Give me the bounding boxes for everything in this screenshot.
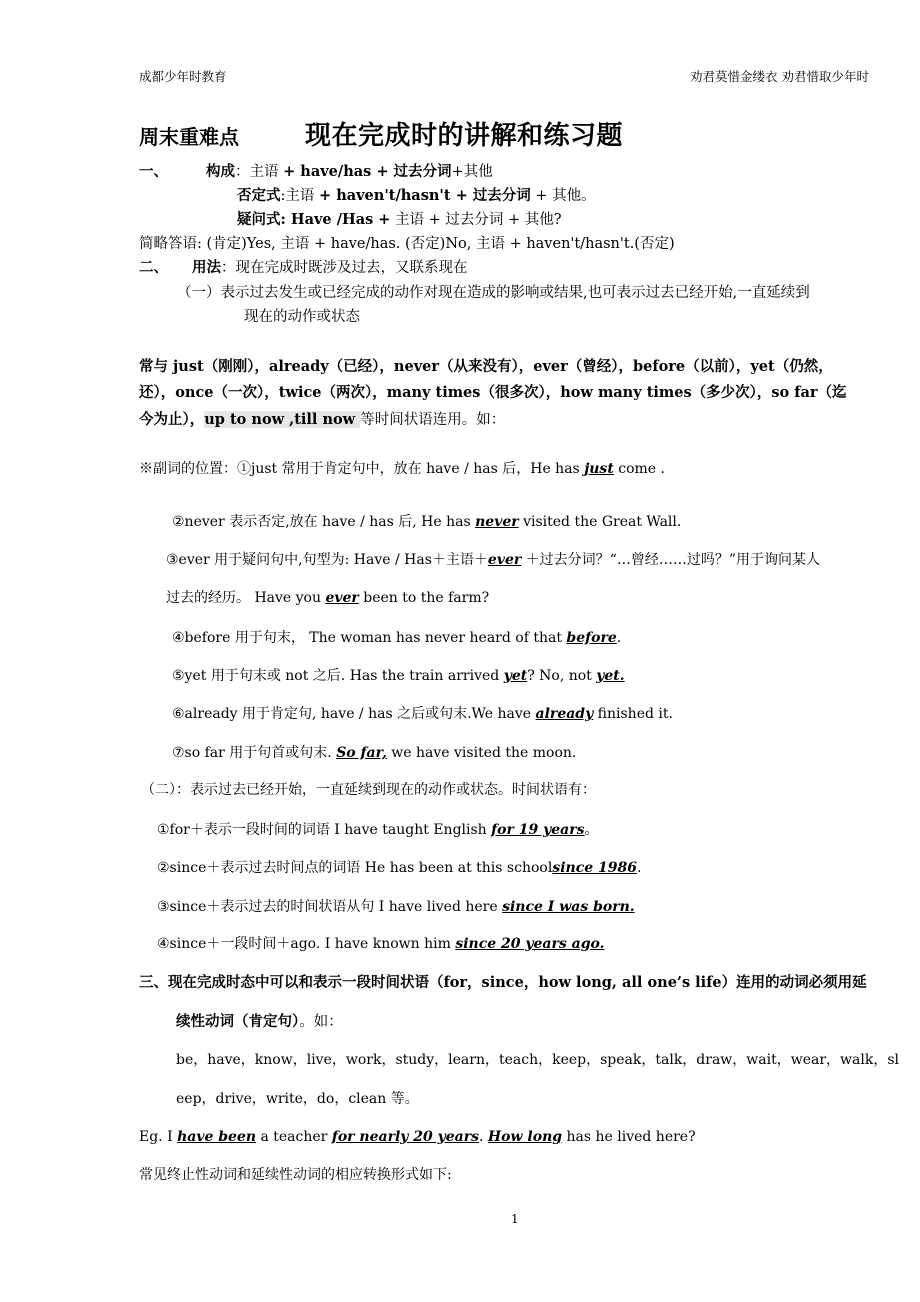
duration-2-text: ②since＋表示过去时间点的词语 He has been at this school bbox=[157, 860, 553, 876]
question-text: 主语 + 过去分词 + 其他? bbox=[390, 212, 562, 228]
keyword-have-been: have been bbox=[177, 1129, 257, 1145]
adverbs-line3-start: 今为止）， bbox=[139, 411, 205, 428]
keyword-since-born: since I was born. bbox=[502, 899, 635, 915]
duration-3 bbox=[157, 897, 635, 917]
example-tail: has he lived here? bbox=[562, 1129, 696, 1145]
position-7-tail: we have visited the moon. bbox=[386, 745, 577, 761]
usage-one-line2: 现在的动作或状态 bbox=[244, 309, 360, 325]
usage-text: ：现在完成时既涉及过去，又联系现在 bbox=[221, 260, 468, 276]
keyword-yet: yet bbox=[503, 668, 528, 684]
position-2-text: ②never 表示否定,放在 have / has 后, He has bbox=[172, 514, 476, 530]
verb-list-line2: eep，drive，write，do，clean 等。 bbox=[176, 1091, 419, 1107]
duration-2 bbox=[157, 858, 641, 878]
position-5-text: ⑤yet 用于句末或 not 之后. Has the train arrived bbox=[172, 668, 504, 684]
position-3-cont-text: 过去的经历。 Have you bbox=[166, 590, 326, 606]
header-right: 劝君莫惜金缕衣 劝君惜取少年时 bbox=[690, 69, 869, 84]
example-mid: a teacher bbox=[256, 1129, 332, 1145]
position-2 bbox=[172, 512, 681, 532]
keyword-never: never bbox=[475, 514, 519, 530]
section-three-line2 bbox=[176, 1012, 343, 1032]
structure-tail: +其他 bbox=[451, 164, 493, 180]
section-number: 一、 bbox=[139, 163, 168, 180]
adverbs-line3 bbox=[139, 410, 505, 430]
duration-heading: （二）：表示过去已经开始，一直延续到现在的动作或状态。时间状语有： bbox=[141, 782, 596, 798]
structure-text: ：主语 bbox=[235, 164, 284, 180]
position-5-mid: ? No, not bbox=[527, 668, 597, 684]
position-4-tail: . bbox=[616, 630, 622, 646]
negative-text: :主语 bbox=[280, 188, 319, 204]
keyword-how-long: How long bbox=[487, 1129, 563, 1145]
question-label: 疑问式: Have /Has + bbox=[237, 211, 391, 228]
position-3-cont-tail: been to the farm? bbox=[358, 590, 490, 606]
section-three-line1: 三、现在完成时态中可以和表示一段时间状语（for，since，how long, all one’s life）连用的动词必须用延 bbox=[139, 974, 867, 991]
conversion-intro: 常见终止性动词和延续性动词的相应转换形式如下: bbox=[139, 1167, 452, 1183]
duration-1-text: ①for＋表示一段时间的词语 I have taught English bbox=[157, 822, 492, 838]
weekly-subtitle: 周末重难点 bbox=[139, 125, 239, 149]
position-1-tail: come . bbox=[613, 461, 665, 477]
duration-2-tail: . bbox=[636, 860, 642, 876]
example-prefix: Eg. I bbox=[139, 1129, 178, 1145]
structure-formula: + have/has + 过去分词 bbox=[283, 163, 452, 180]
keyword-yet-answer: yet. bbox=[596, 668, 625, 684]
keyword-so-far: So far, bbox=[336, 745, 387, 761]
duration-1-tail: 。 bbox=[584, 822, 599, 838]
position-3-cont bbox=[166, 588, 489, 608]
continuous-verbs-tail: 。如： bbox=[299, 1014, 343, 1030]
keyword-for-nearly-20-years: for nearly 20 years bbox=[331, 1129, 480, 1145]
negative-label: 否定式 bbox=[237, 187, 281, 204]
position-2-tail: visited the Great Wall. bbox=[518, 514, 682, 530]
keyword-already: already bbox=[535, 706, 594, 722]
position-5 bbox=[172, 666, 625, 686]
keyword-ever: ever bbox=[487, 552, 522, 568]
position-3 bbox=[166, 550, 820, 570]
structure-line bbox=[139, 162, 493, 182]
question-form-line bbox=[237, 210, 562, 230]
usage-number: 二、 bbox=[139, 259, 168, 276]
usage-label: 用法 bbox=[192, 259, 221, 276]
keyword-before: before bbox=[566, 630, 617, 646]
adverbs-line2: 还），once（一次），twice（两次），many times（很多次），how many times（多少次），so far（迄 bbox=[139, 384, 847, 401]
usage-one-line1: （一）表示过去发生或已经完成的动作对现在造成的影响或结果,也可表示过去已经开始,一直延续到 bbox=[177, 285, 810, 301]
position-4 bbox=[172, 628, 621, 648]
position-4-text: ④before 用于句末， The woman has never heard of that bbox=[172, 630, 567, 646]
duration-4 bbox=[157, 934, 604, 954]
example-line bbox=[139, 1127, 696, 1147]
structure-label: 构成 bbox=[206, 163, 235, 180]
continuous-verbs-label: 续性动词（肯定句） bbox=[176, 1013, 300, 1030]
keyword-since-1986: since 1986 bbox=[552, 860, 637, 876]
position-1 bbox=[139, 459, 665, 479]
example-sep: . bbox=[479, 1129, 488, 1145]
position-6 bbox=[172, 704, 673, 724]
duration-1 bbox=[157, 820, 598, 840]
position-7 bbox=[172, 743, 576, 763]
page-number: 1 bbox=[511, 1212, 519, 1226]
adverbs-line3-end: 等时间状语连用。如： bbox=[360, 412, 506, 428]
position-6-text: ⑥already 用于肯定句, have / has 之后或句末.We have bbox=[172, 706, 536, 722]
highlighted-phrase: up to now ,till now bbox=[204, 411, 361, 428]
position-3-text: ③ever 用于疑问句中,句型为: Have / Has＋主语＋ bbox=[166, 552, 488, 568]
verb-list-line1: be，have，know，live，work，study，learn，teach，keep，speak，talk，draw，wait，wear，walk，sl bbox=[176, 1052, 899, 1068]
adverbs-line1: 常与 just（刚刚），already（已经），never（从来没有），ever（曾经），before（以前），yet（仍然， bbox=[139, 358, 833, 375]
usage-line bbox=[139, 258, 468, 278]
short-answer-line: 简略答语: (肯定)Yes, 主语 + have/has. (否定)No, 主语 + haven't/hasn't.(否定) bbox=[139, 236, 675, 252]
page-title: 现在完成时的讲解和练习题 bbox=[305, 121, 624, 151]
keyword-for-19-years: for 19 years bbox=[491, 822, 585, 838]
negative-tail: + 其他。 bbox=[530, 188, 596, 204]
negative-formula: + haven't/hasn't + 过去分词 bbox=[319, 187, 531, 204]
negative-form-line bbox=[237, 186, 596, 206]
duration-3-text: ③since＋表示过去的时间状语从句 I have lived here bbox=[157, 899, 503, 915]
position-6-tail: finished it. bbox=[593, 706, 673, 722]
keyword-just: just bbox=[584, 461, 614, 477]
header-left: 成都少年时教育 bbox=[139, 69, 227, 84]
duration-4-text: ④since＋一段时间＋ago. I have known him bbox=[157, 936, 456, 952]
position-7-text: ⑦so far 用于句首或句末. bbox=[172, 745, 337, 761]
keyword-since-20-years: since 20 years ago. bbox=[455, 936, 605, 952]
keyword-ever-example: ever bbox=[325, 590, 359, 606]
position-3-tail: ＋过去分词？“…曾经……过吗？”用于询问某人 bbox=[521, 552, 820, 568]
position-1-text: ※副词的位置：①just 常用于肯定句中，放在 have / has 后，He has bbox=[139, 461, 585, 477]
